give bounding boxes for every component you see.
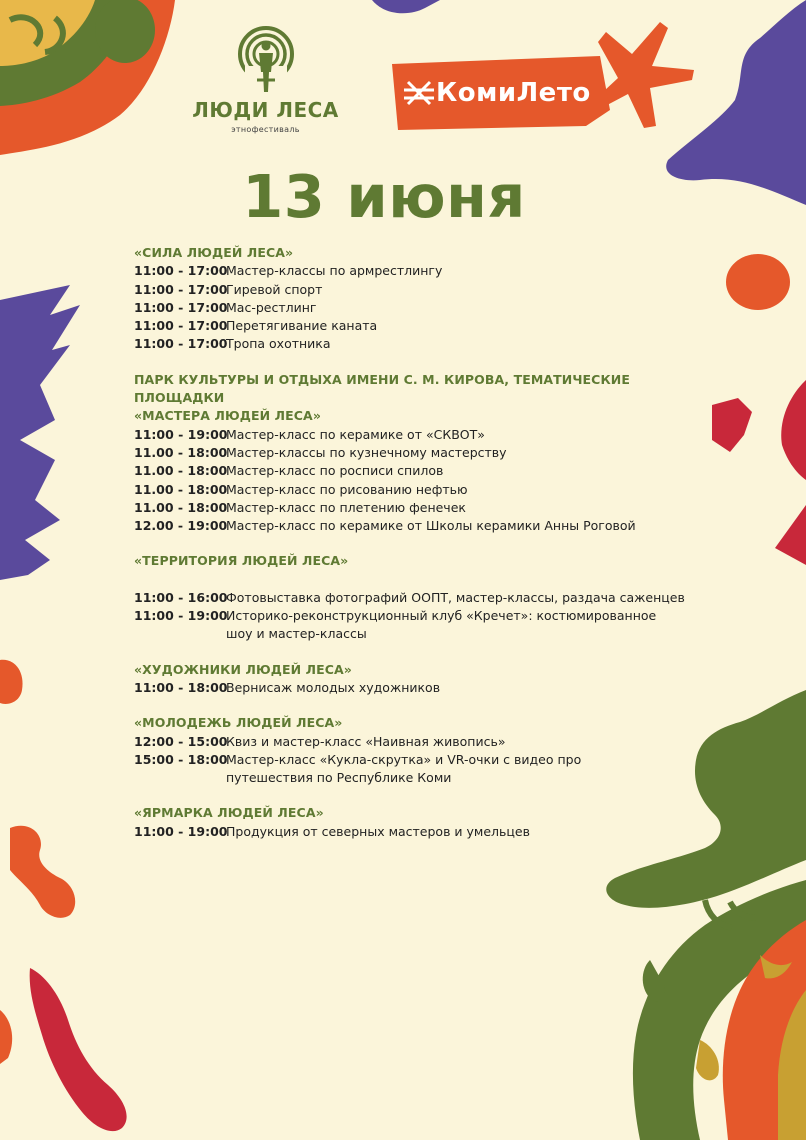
event-description: Историко-реконструкционный клуб «Кречет»: костюмированное шоу и мастер-классы [226,608,657,642]
schedule-row [134,262,694,280]
event-description: Мастер-класс по рисованию нефтью [226,481,468,497]
event-description: Мастер-класс по керамике от Школы керамики Анны Роговой [226,518,636,534]
section-title: ПАРК КУЛЬТУРЫ И ОТДЫХА ИМЕНИ С. М. КИРОВА, ТЕМАТИЧЕСКИЕ ПЛОЩАДКИ [134,371,630,406]
section-title: «ТЕРРИТОРИЯ ЛЮДЕЙ ЛЕСА» [134,553,349,569]
event-time: 11:00 - 17:00 [134,336,228,352]
event-time: 11.00 - 18:00 [134,481,228,497]
hashtag-text: КомиЛето [436,78,591,108]
event-time: 11:00 - 19:00 [134,426,228,442]
logo-name: ЛЮДИ ЛЕСА [192,98,339,122]
page-title: 13 июня [242,162,526,231]
event-time: 11.00 - 18:00 [134,499,228,515]
event-time: 15:00 - 18:00 [134,751,228,767]
event-time: 11:00 - 19:00 [134,823,228,839]
logo-subtitle: этнофестиваль [231,125,300,134]
schedule-row [134,444,694,462]
event-description: Гиревой спорт [226,281,323,297]
section-fair [134,804,694,841]
event-description: Фотовыставка фотографий ООПТ, мастер-классы, раздача саженцев [226,589,685,605]
schedule-row [134,317,694,335]
event-time: 11:00 - 19:00 [134,608,228,624]
event-description: Тропа охотника [226,336,331,352]
event-description: Мастер-класс «Кукла-скрутка» и VR-очки с видео про путешествия по Республике Коми [226,751,582,786]
schedule-row [134,823,694,841]
event-time: 11.00 - 18:00 [134,444,228,460]
event-time: 12:00 - 15:00 [134,733,228,749]
section-artists [134,661,694,698]
section-masters [134,371,694,536]
schedule-row [134,281,694,299]
festival-logo [178,26,353,134]
event-description: Мастер-класс по плетению фенечек [226,499,466,515]
event-description: Мастер-классы по армрестлингу [226,263,443,279]
schedule-row [134,426,694,444]
event-description: Перетягивание каната [226,318,378,334]
event-description: Мас-рестлинг [226,299,317,315]
section-youth [134,714,694,787]
schedule-row [134,607,694,644]
schedule [134,244,694,858]
event-time: 11.00 - 18:00 [134,463,228,479]
schedule-row [134,335,694,353]
schedule-row [134,462,694,480]
event-time: 11:00 - 16:00 [134,589,228,605]
section-title: «СИЛА ЛЮДЕЙ ЛЕСА» [134,245,294,260]
section-subtitle: «МАСТЕРА ЛЮДЕЙ ЛЕСА» [134,408,321,424]
event-description: Мастер-класс по керамике от «СКВОТ» [226,426,485,442]
event-description: Мастер-классы по кузнечному мастерству [226,444,507,460]
event-description: Продукция от северных мастеров и умельцев [226,823,530,839]
event-time: 11:00 - 17:00 [134,318,228,334]
schedule-row [134,733,694,751]
schedule-row [134,499,694,517]
schedule-row [134,589,694,607]
section-territory [134,552,694,643]
tree-person-icon [235,26,297,96]
event-description: Квиз и мастер-класс «Наивная живопись» [226,733,506,749]
event-description: Вернисаж молодых художников [226,679,441,695]
event-time: 12.00 - 19:00 [134,518,228,534]
event-time: 11:00 - 17:00 [134,263,228,279]
section-strength [134,244,694,354]
schedule-row [134,517,694,535]
event-description: Мастер-класс по росписи спилов [226,463,444,479]
section-title: «ХУДОЖНИКИ ЛЮДЕЙ ЛЕСА» [134,661,352,677]
event-time: 11:00 - 17:00 [134,281,228,297]
schedule-row [134,679,694,697]
event-time: 11:00 - 17:00 [134,299,228,315]
hashtag-badge [386,52,618,134]
section-title: «МОЛОДЕЖЬ ЛЮДЕЙ ЛЕСА» [134,715,343,731]
schedule-row [134,299,694,317]
schedule-row [134,481,694,499]
section-title: «ЯРМАРКА ЛЮДЕЙ ЛЕСА» [134,805,324,821]
schedule-row [134,751,694,788]
event-time: 11:00 - 18:00 [134,679,228,695]
